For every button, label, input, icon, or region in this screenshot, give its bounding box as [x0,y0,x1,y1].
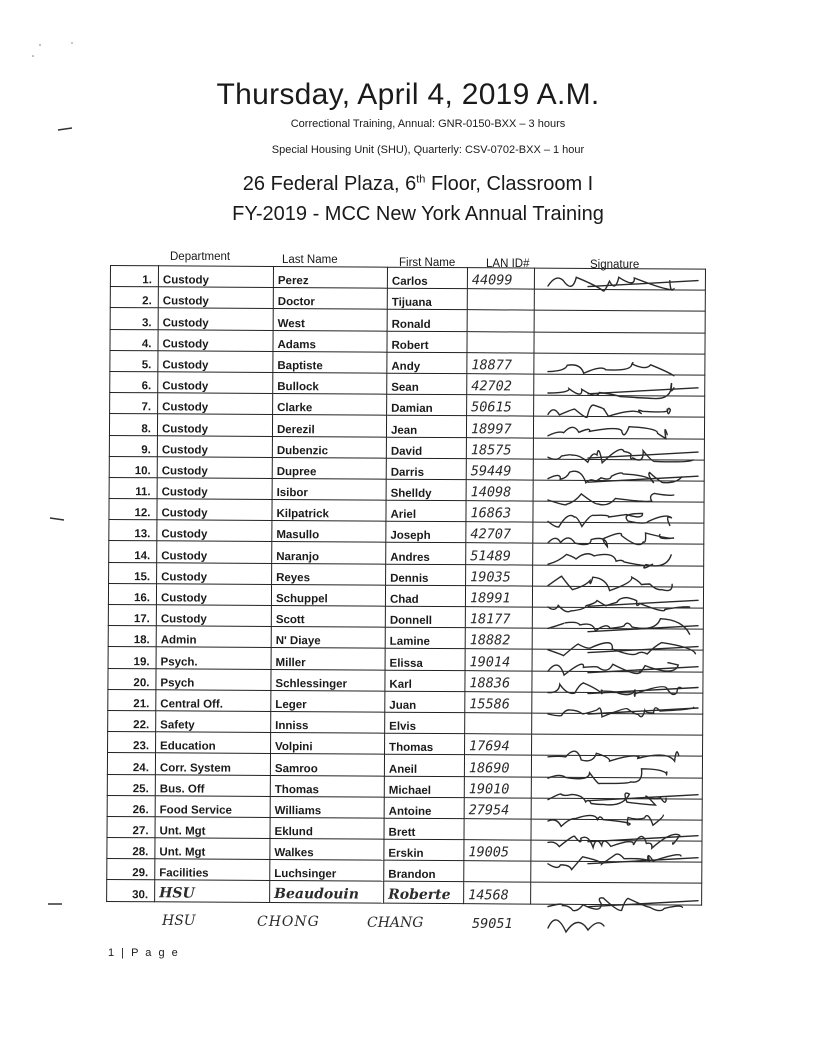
first-name-cell: Elissa [385,649,465,671]
row-number: 6. [110,371,158,392]
table-row [108,647,703,672]
first-name-cell: Jean [386,416,466,438]
column-header-last-name: Last Name [282,254,338,266]
attendance-table [106,265,706,905]
row-number: 4. [110,329,158,350]
signature-cell [533,501,704,523]
lan-id-cell-text: 17694 [469,738,510,755]
page-title: Thursday, April 4, 2019 A.M. [216,78,600,111]
row-number: 14. [109,541,157,562]
lan-id-cell-text: 18690 [468,759,510,776]
lan-id-cell [466,416,533,438]
lan-id-cell [467,268,534,290]
department-cell: Unt. Mgt [155,817,270,839]
row-number: 8. [109,414,157,435]
lan-id-cell [464,776,531,798]
signature-cell [531,777,702,799]
row-number: 27. [107,816,155,837]
lan-id-cell [465,734,532,756]
signature-cell [532,734,703,756]
first-name-cell: Karl [385,670,465,692]
row-number: 18. [108,626,156,647]
lan-id-cell [465,691,532,713]
table-row [109,456,704,481]
row-number: 17. [108,604,156,625]
table-row [107,816,702,841]
table-row [110,308,705,333]
department-cell: Custody [157,562,272,584]
department-cell: Custody [157,456,272,478]
first-name-cell: Ronald [387,310,467,332]
table-row [109,477,704,502]
last-name-cell: Thomas [270,775,384,797]
table-row [110,393,705,418]
lan-id-cell [465,670,532,692]
signature-cell [533,438,704,460]
lan-id-cell [464,882,531,904]
lan-id-cell [464,797,531,819]
lan-id-cell [466,564,533,586]
event-line: FY-2019 - MCC New York Annual Training [232,203,604,225]
last-name-cell: Masullo [272,521,386,543]
signature-cell [531,861,702,883]
last-name-cell: Dupree [272,457,386,479]
first-name-cell-text: Roberte [388,886,451,903]
last-name-cell: Volpini [271,733,385,755]
table-row [109,414,704,439]
last-name-cell: Miller [271,648,385,670]
last-name-cell: Schuppel [271,584,385,606]
lan-id-cell-text: 18836 [469,674,511,692]
last-name-cell: Doctor [273,288,387,310]
department-cell: Psych [156,668,271,690]
signature-cell [534,289,705,311]
row-number: 28. [107,838,155,859]
row-number: 12. [109,499,157,520]
department-cell: Custody [158,372,273,394]
row-number: 15. [109,562,157,583]
first-name-cell: Elvis [385,712,465,734]
department-cell: Custody [157,478,272,500]
row-number: 3. [110,308,158,329]
venue-line: 26 Federal Plaza, 6th Floor, Classroom I [242,173,594,195]
first-name-cell: Antoine [384,797,464,819]
row-number: 21. [108,689,156,710]
lan-id-cell-text: 27954 [468,802,510,819]
lan-id-cell-text: 19035 [470,569,511,586]
lan-id-cell-text: 59449 [470,463,512,480]
last-name-cell: N' Diaye [271,627,385,649]
lan-id-cell-text: 42707 [470,526,512,543]
lan-id-cell [465,628,532,650]
signature-cell [532,692,703,714]
lan-id-cell-text: 18997 [470,420,512,437]
signature-cell [532,607,703,629]
last-name-cell: Perez [273,266,387,288]
last-name-cell: Adams [273,330,387,352]
signature-cell [532,628,703,650]
first-name-cell: Erskin [384,839,464,861]
lan-id-cell-text: 51489 [470,547,511,565]
lan-id-cell [467,289,534,311]
lan-id-cell-text: 19010 [468,780,510,798]
signature-cell [534,353,705,375]
first-name-cell: Brett [384,818,464,840]
department-cell: Custody [157,520,272,542]
lan-id-cell-text: 44099 [471,272,513,289]
lan-id-cell [464,840,531,862]
department-cell: Psych. [156,647,271,669]
table-row [110,350,705,375]
first-name-cell: Aneil [384,754,464,776]
lan-id-cell-text: 42702 [471,378,512,395]
last-name-cell: Leger [271,690,385,712]
column-header-lan-id: LAN ID# [486,258,530,270]
last-name-cell: Naranjo [272,542,386,564]
department-cell: Unt. Mgt [155,838,270,860]
lan-id-cell [466,437,533,459]
row-number: 13. [109,520,157,541]
department-cell: Custody [158,266,273,288]
first-name-cell: Dennis [386,564,466,586]
signature-cell [531,883,702,905]
column-header-signature: Signature [590,259,640,271]
signature-cell [534,395,705,417]
lan-id-cell-text: 16863 [470,505,512,522]
row-number: 10. [109,456,157,477]
lan-id-cell-text: 18991 [469,590,511,607]
lan-id-cell [465,607,532,629]
extra-first-name: CHANG [367,915,424,931]
department-cell: Custody [158,393,273,415]
first-name-cell: Sean [387,373,467,395]
row-number: 26. [107,795,155,816]
department-cell: Custody [156,584,271,606]
table-row [110,287,705,312]
row-number: 19. [108,647,156,668]
last-name-cell: Clarke [273,394,387,416]
first-name-cell: David [386,437,466,459]
row-number: 16. [108,583,156,604]
signature-cell [533,544,704,566]
lan-id-cell [465,713,532,735]
table-row [107,795,702,820]
last-name-cell: Bullock [273,372,387,394]
first-name-cell: Juan [385,691,465,713]
signature-cell [533,565,704,587]
department-cell [155,880,270,902]
signature-cell [534,374,705,396]
column-header-first-name: First Name [399,257,456,269]
signature-cell [531,798,702,820]
lan-id-cell-text: 15586 [469,696,511,713]
first-name-cell: Damian [387,394,467,416]
department-cell: Custody [158,329,273,351]
department-cell: Custody [157,541,272,563]
signature-cell [533,416,704,438]
first-name-cell: Ariel [386,500,466,522]
lan-id-cell-text: 14098 [470,484,512,501]
table-row [110,329,705,354]
lan-id-cell [465,585,532,607]
last-name-cell: Dubenzic [272,436,386,458]
department-cell: Custody [157,435,272,457]
first-name-cell: Shelldy [386,479,466,501]
signature-cell [533,522,704,544]
department-cell: Corr. System [155,753,270,775]
extra-lan-id: 59051 [472,916,513,932]
first-name-cell: Donnell [385,606,465,628]
department-cell: Custody [156,605,271,627]
course-line-shu: Special Housing Unit (SHU), Quarterly: CSV-0702-BXX – 1 hour [271,144,585,156]
last-name-cell: Luchsinger [270,860,384,882]
table-row [108,732,703,757]
lan-id-cell-text: 18575 [470,441,512,459]
department-cell: Safety [156,711,271,733]
department-cell: Bus. Off [155,774,270,796]
last-name-cell: Reyes [272,563,386,585]
last-name-cell-text: Beaudouin [274,885,360,903]
first-name-cell: Brandon [384,860,464,882]
course-line-annual: Correctional Training, Annual: GNR-0150-BXX – 3 hours [290,118,566,130]
row-number: 2. [110,287,158,308]
row-number: 23. [108,732,156,753]
first-name-cell: Andy [387,352,467,374]
last-name-cell [270,881,384,903]
first-name-cell: Carlos [387,267,467,289]
last-name-cell: Derezil [272,415,386,437]
table-row [107,880,702,905]
row-number: 9. [109,435,157,456]
table-row [108,689,703,714]
last-name-cell: Eklund [270,817,384,839]
row-number: 11. [109,477,157,498]
column-header-department: Department [170,251,231,263]
lan-id-cell-text: 18877 [471,357,513,374]
row-number: 29. [107,859,155,880]
row-number: 1. [110,266,158,287]
first-name-cell: Chad [385,585,465,607]
last-name-cell: Kilpatrick [272,500,386,522]
lan-id-cell [464,755,531,777]
lan-id-cell [466,543,533,565]
table-row [107,838,702,863]
first-name-cell: Lamine [385,627,465,649]
row-number: 7. [110,393,158,414]
table-row [109,541,704,566]
page-footer: 1 | P a g e [108,947,180,959]
lan-id-cell-text: 14568 [468,886,509,904]
signature-cell [534,332,705,354]
table-row [107,774,702,799]
department-cell: Custody [157,499,272,521]
row-number: 22. [108,710,156,731]
lan-id-cell-text: 19005 [468,844,510,861]
signature-cell [532,671,703,693]
department-cell: Central Off. [156,690,271,712]
department-cell: Custody [158,287,273,309]
signature-cell [533,480,704,502]
department-cell: Food Service [155,795,270,817]
signature-cell [534,268,705,290]
table-row [109,562,704,587]
last-name-cell: Isibor [272,478,386,500]
first-name-cell: Michael [384,776,464,798]
lan-id-cell [466,522,533,544]
table-row [108,604,703,629]
last-name-cell: Scott [271,605,385,627]
department-cell: Facilities [155,859,270,881]
department-cell: Custody [158,308,273,330]
table-row [108,583,703,608]
row-number: 30. [107,880,155,901]
lan-id-cell-text: 50615 [471,399,512,416]
lan-id-cell-text: 18882 [469,632,511,649]
lan-id-cell [466,480,533,502]
signature-cell [531,840,702,862]
signature-cell [534,310,705,332]
table-row [109,499,704,524]
row-number: 24. [107,753,155,774]
lan-id-cell [467,395,534,417]
lan-id-cell [467,374,534,396]
department-cell-text: HSU [159,884,195,902]
first-name-cell: Darris [386,458,466,480]
department-cell: Custody [157,414,272,436]
table-row [107,753,702,778]
table-row [110,266,705,291]
last-name-cell: Schlessinger [271,669,385,691]
extra-last-name: CHONG [257,914,320,930]
extra-dept: HSU [162,913,196,929]
signature-cell [531,755,702,777]
lan-id-cell [466,501,533,523]
lan-id-cell-text: 18177 [469,611,511,628]
first-name-cell: Thomas [385,733,465,755]
lan-id-cell [467,352,534,374]
lan-id-cell [464,819,531,841]
row-number: 5. [110,350,158,371]
last-name-cell: Williams [270,796,384,818]
signature-cell [532,649,703,671]
first-name-cell: Joseph [386,521,466,543]
row-number: 25. [107,774,155,795]
lan-id-cell [466,458,533,480]
last-name-cell: Walkes [270,839,384,861]
first-name-cell: Tijuana [387,288,467,310]
department-cell: Education [156,732,271,754]
table-row [107,859,702,884]
last-name-cell: West [273,309,387,331]
table-row [110,371,705,396]
signature-cell [532,713,703,735]
signature-cell [531,819,702,841]
first-name-cell: Andres [386,543,466,565]
row-number: 20. [108,668,156,689]
lan-id-cell [465,649,532,671]
lan-id-cell [467,310,534,332]
last-name-cell: Baptiste [273,351,387,373]
signature-cell [533,459,704,481]
department-cell: Custody [158,351,273,373]
last-name-cell: Samroo [270,754,384,776]
lan-id-cell-text: 19014 [469,653,511,671]
table-row [109,520,704,545]
signature-cell [532,586,703,608]
signature-scribble [548,920,604,932]
first-name-cell [384,882,464,904]
first-name-cell: Robert [387,331,467,353]
table-row [109,435,704,460]
lan-id-cell [464,861,531,883]
last-name-cell: Inniss [271,711,385,733]
department-cell: Admin [156,626,271,648]
lan-id-cell [467,331,534,353]
